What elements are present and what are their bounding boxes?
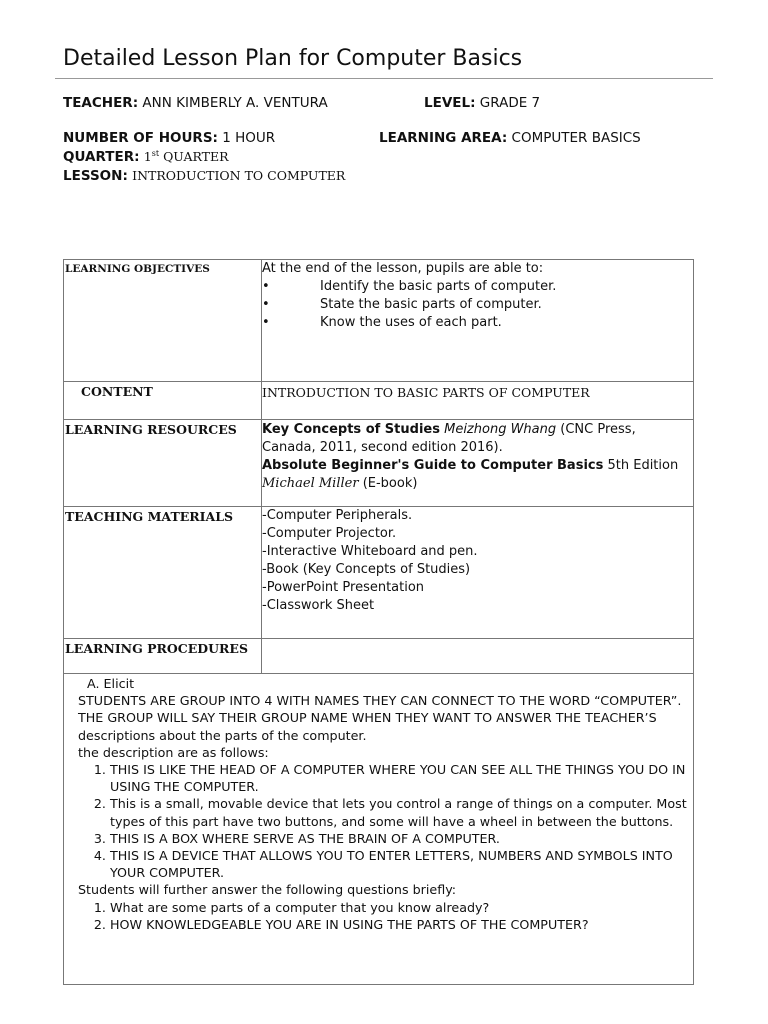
procedures-row bbox=[64, 639, 694, 674]
resource-book-2 bbox=[262, 457, 693, 493]
level-label: LEVEL: bbox=[424, 95, 476, 111]
hours-label: NUMBER OF HOURS: bbox=[63, 130, 218, 146]
material-item: -Computer Peripherals. bbox=[262, 508, 413, 523]
material-item: -PowerPoint Presentation bbox=[262, 580, 425, 595]
procedure-p4: the description are as follows: bbox=[78, 744, 269, 760]
lesson-field bbox=[63, 168, 345, 184]
teacher-value: ANN KIMBERLY A. VENTURA bbox=[142, 95, 328, 111]
procedure-p5: Students will further answer the following questions briefly: bbox=[78, 882, 457, 898]
quarter-field bbox=[63, 149, 229, 165]
resource-book-1 bbox=[262, 420, 693, 457]
learning-area-value: COMPUTER BASICS bbox=[511, 130, 641, 146]
objectives-row bbox=[64, 260, 694, 382]
procedures-label: LEARNING PROCEDURES bbox=[64, 639, 262, 674]
resource-book-2-edition: 5th Edition bbox=[607, 458, 679, 473]
resource-book-2-format: (E-book) bbox=[362, 476, 418, 491]
description-item: 4. THIS IS A DEVICE THAT ALLOWS YOU TO ENTER LETTERS, NUMBERS AND SYMBOLS INTO YOUR COMPUTER. bbox=[110, 847, 693, 881]
procedure-p2: THE GROUP WILL SAY THEIR GROUP NAME WHEN THEY WANT TO ANSWER THE TEACHER’S bbox=[78, 710, 657, 726]
procedure-body-row bbox=[64, 674, 694, 985]
material-item: -Interactive Whiteboard and pen. bbox=[262, 544, 478, 559]
objective-item: • State the basic parts of computer. bbox=[262, 296, 693, 314]
objective-item: • Know the uses of each part. bbox=[262, 314, 693, 332]
procedures-value-empty bbox=[262, 639, 694, 674]
materials-cell bbox=[262, 507, 694, 639]
resource-book-2-author: Michael Miller bbox=[262, 476, 359, 491]
quarter-ordinal: st bbox=[151, 148, 160, 158]
content-value-text: INTRODUCTION TO BASIC PARTS OF COMPUTER bbox=[262, 385, 590, 400]
level-value: GRADE 7 bbox=[479, 95, 541, 111]
content-label-text: CONTENT bbox=[81, 384, 153, 399]
objectives-intro: At the end of the lesson, pupils are able to: bbox=[262, 261, 544, 276]
title-divider bbox=[55, 78, 713, 79]
procedure-p3: descriptions about the parts of the computer. bbox=[78, 727, 367, 743]
content-value bbox=[262, 382, 694, 420]
question-item: 1. What are some parts of a computer that you know already? bbox=[110, 899, 693, 916]
resources-label: LEARNING RESOURCES bbox=[64, 420, 262, 507]
resources-row bbox=[64, 420, 694, 507]
quarter-value bbox=[144, 149, 229, 164]
description-list bbox=[64, 761, 693, 881]
lesson-value: INTRODUCTION TO COMPUTER bbox=[132, 168, 346, 183]
objectives-cell bbox=[262, 260, 694, 382]
procedure-p1: STUDENTS ARE GROUP INTO 4 WITH NAMES THEY CAN CONNECT TO THE WORD “COMPUTER”. bbox=[78, 693, 682, 709]
resource-book-1-publisher: (CNC Press, Canada, 2011, second edition 2016). bbox=[262, 422, 636, 455]
lesson-label: LESSON: bbox=[63, 168, 128, 184]
description-item: 2. This is a small, movable device that lets you control a range of things on a computer. Most types of this part have two buttons, and some will have a wheel in between the buttons. bbox=[110, 795, 693, 829]
material-item: -Computer Projector. bbox=[262, 526, 397, 541]
materials-row bbox=[64, 507, 694, 639]
teacher-field bbox=[63, 95, 328, 111]
procedure-body bbox=[64, 674, 694, 985]
question-list bbox=[64, 899, 693, 933]
materials-label: TEACHING MATERIALS bbox=[64, 507, 262, 639]
hours-value: 1 HOUR bbox=[222, 130, 276, 146]
content-label bbox=[64, 382, 262, 420]
resources-cell bbox=[262, 420, 694, 507]
procedure-paragraph bbox=[64, 692, 693, 709]
material-item: -Classwork Sheet bbox=[262, 598, 375, 613]
hours-field bbox=[63, 130, 275, 146]
resource-book-1-title: Key Concepts of Studies bbox=[262, 422, 440, 437]
teacher-label: TEACHER: bbox=[63, 95, 139, 111]
quarter-number: 1 bbox=[143, 149, 152, 164]
objectives-label: LEARNING OBJECTIVES bbox=[64, 260, 262, 382]
objective-item: • Identify the basic parts of computer. bbox=[262, 278, 693, 296]
lesson-plan-table bbox=[63, 259, 694, 985]
question-item: 2. HOW KNOWLEDGEABLE YOU ARE IN USING THE PARTS OF THE COMPUTER? bbox=[110, 916, 693, 933]
learning-area-label: LEARNING AREA: bbox=[379, 130, 508, 146]
material-item: -Book (Key Concepts of Studies) bbox=[262, 562, 471, 577]
learning-area-field bbox=[379, 130, 641, 146]
quarter-word: QUARTER bbox=[163, 149, 229, 164]
objectives-list bbox=[262, 278, 693, 332]
description-item: 3. THIS IS A BOX WHERE SERVE AS THE BRAIN OF A COMPUTER. bbox=[110, 830, 693, 847]
description-item: 1. THIS IS LIKE THE HEAD OF A COMPUTER WHERE YOU CAN SEE ALL THE THINGS YOU DO IN USING THE COMPUTER. bbox=[110, 761, 693, 795]
resource-book-1-author: Meizhong Whang bbox=[444, 422, 557, 437]
level-field bbox=[424, 95, 540, 111]
resource-book-2-title: Absolute Beginner's Guide to Computer Basics bbox=[262, 458, 604, 473]
content-row bbox=[64, 382, 694, 420]
quarter-label: QUARTER: bbox=[63, 149, 140, 165]
document-title: Detailed Lesson Plan for Computer Basics bbox=[63, 46, 523, 71]
procedure-section: A. Elicit bbox=[87, 676, 135, 691]
